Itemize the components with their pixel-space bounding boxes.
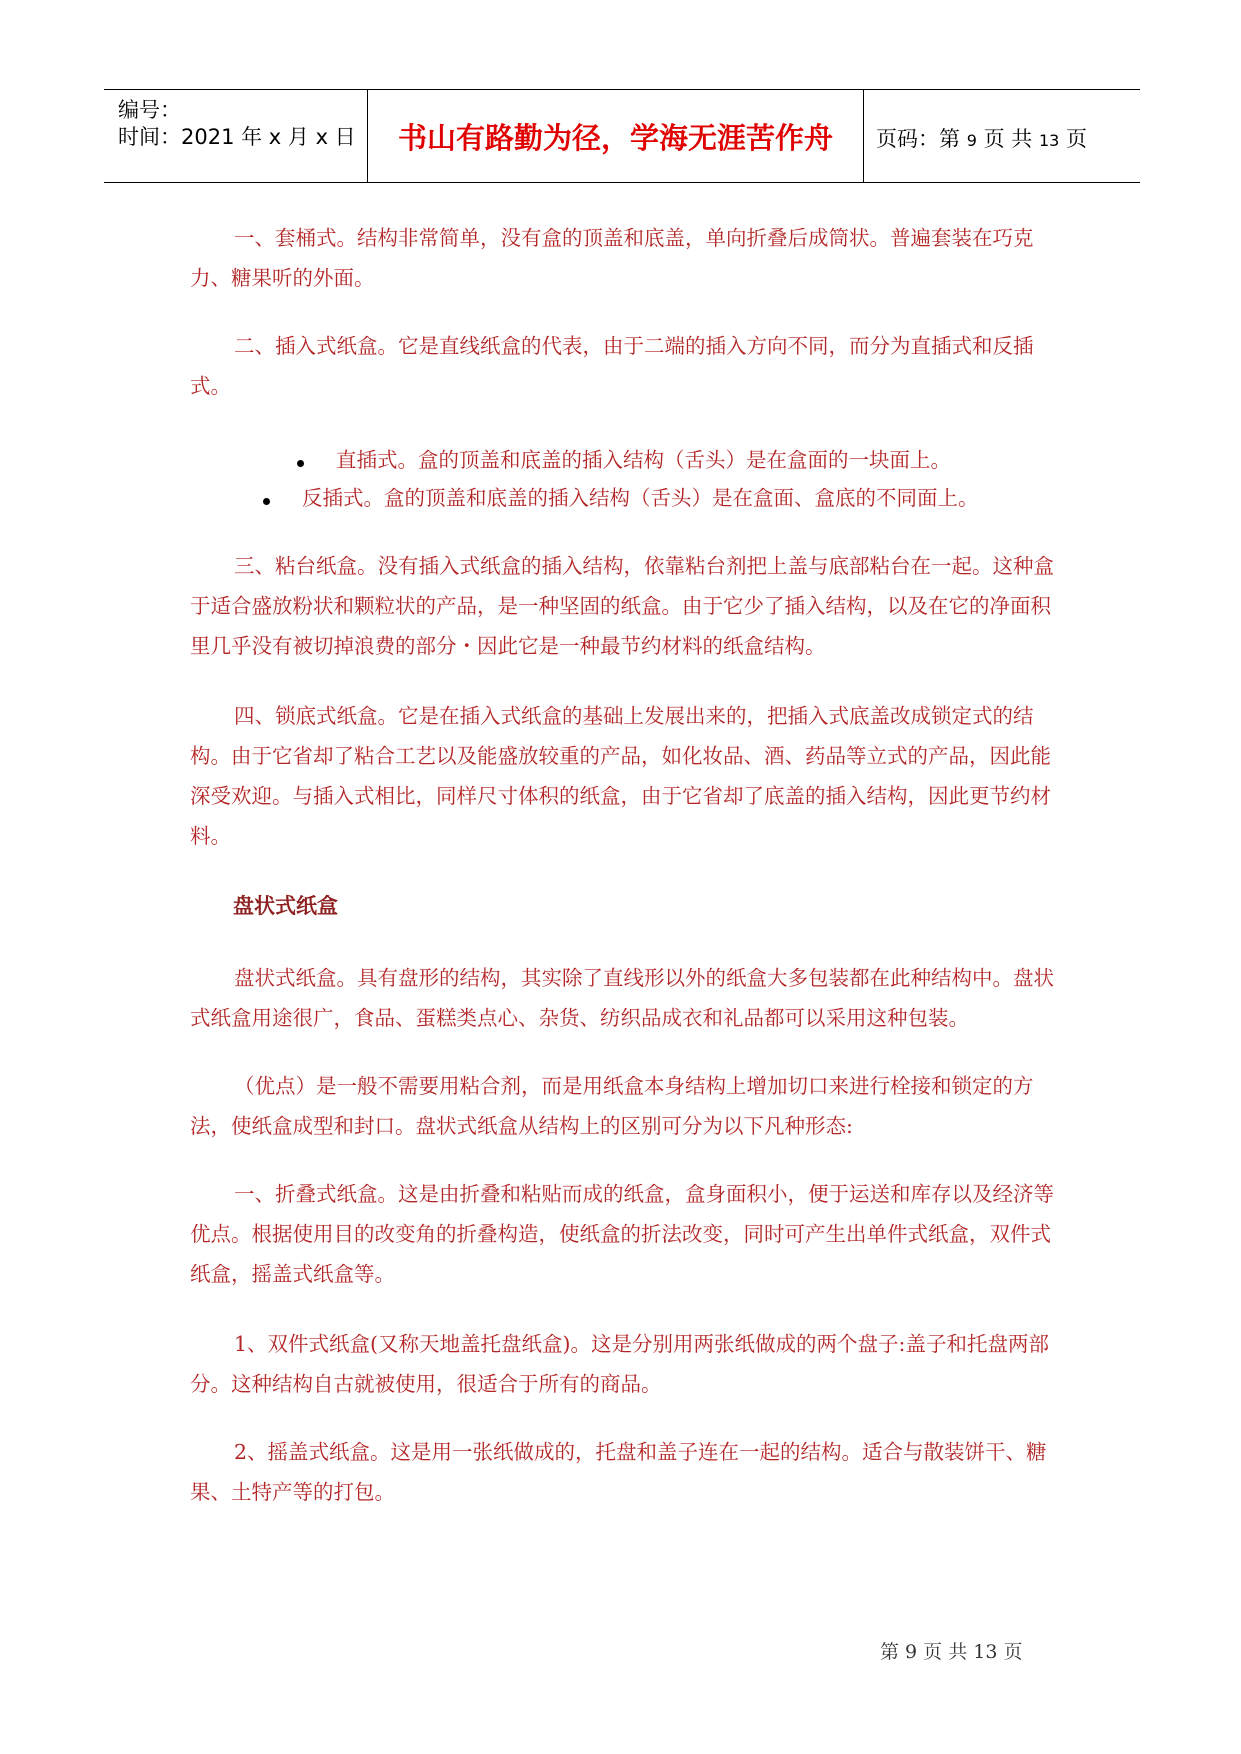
paragraph-2: 二、插入式纸盒。它是直线纸盒的代表，由于二端的插入方向不同，而分为直插式和反插式。 — [190, 334, 1034, 398]
page-mid: 页 共 — [983, 127, 1033, 151]
header-left-cell — [104, 90, 368, 182]
paragraph-8: 1、双件式纸盒(又称天地盖托盘纸盒)。这是分别用两张纸做成的两个盘子:盖子和托盘两部分。这种结构自古就被使用，很适合于所有的商品。 — [190, 1332, 1049, 1396]
paragraph-6: （优点）是一般不需要用粘合剂，而是用纸盒本身结构上增加切口来进行栓接和锁定的方法，使纸盒成型和封口。盘状式纸盒从结构上的区别可分为以下凡种形态: — [190, 1074, 1034, 1138]
paragraph-9: 2、摇盖式纸盒。这是用一张纸做成的，托盘和盖子连在一起的结构。适合与散装饼干、糖果、土特产等的打包。 — [190, 1440, 1047, 1504]
page-footer: 第 9 页 共 13 页 — [880, 1641, 1023, 1663]
bullet-dot-icon — [297, 460, 304, 467]
document-number-label: 编号： — [118, 98, 181, 122]
header-right-cell — [864, 90, 1140, 182]
page-header — [104, 89, 1140, 183]
paragraph-5: 盘状式纸盒。具有盘形的结构，其实除了直线形以外的纸盒大多包装都在此种结构中。盘状式纸盒用途很广，食品、蛋糕类点心、杂货、纺织品成衣和礼品都可以采用这种包装。 — [190, 966, 1054, 1030]
page-suffix: 页 — [1065, 127, 1087, 151]
section-subheading: 盘状式纸盒 — [233, 894, 338, 918]
bullet-item-2: 反插式。盒的顶盖和底盖的插入结构（舌头）是在盒面、盒底的不同面上。 — [302, 486, 979, 510]
document-time-label: 时间：2021 年 x 月 x 日 — [118, 125, 356, 149]
paragraph-3: 三、粘台纸盒。没有插入式纸盒的插入结构，依靠粘台剂把上盖与底部粘台在一起。这种盒于适合盛放粉状和颗粒状的产品，是一种坚固的纸盒。由于它少了插入结构，以及在它的净面积里几乎没有被切掉浪费的部分・因此它是一种最节约材料的纸盒结构。 — [190, 554, 1054, 658]
bullet-dot-icon — [263, 498, 270, 505]
paragraph-1: 一、套桶式。结构非常简单，没有盒的顶盖和底盖，单向折叠后成筒状。普遍套装在巧克力、糖果听的外面。 — [190, 226, 1034, 290]
bullet-item-1: 直插式。盒的顶盖和底盖的插入结构（舌头）是在盒面的一块面上。 — [336, 448, 951, 472]
header-page-info — [876, 123, 1087, 153]
paragraph-7: 一、折叠式纸盒。这是由折叠和粘贴而成的纸盒，盒身面积小，便于运送和库存以及经济等优点。根据使用目的改变角的折叠构造，使纸盒的折法改变，同时可产生出单件式纸盒，双件式纸盒，摇盖式纸盒等。 — [190, 1182, 1054, 1286]
page-number: 9 — [966, 131, 977, 150]
page-total: 13 — [1038, 131, 1060, 150]
paragraph-4: 四、锁底式纸盒。它是在插入式纸盒的基础上发展出来的，把插入式底盖改成锁定式的结构。由于它省却了粘合工艺以及能盛放较重的产品，如化妆品、酒、药品等立式的产品，因此能深受欢迎。与插入式相比，同样尺寸体积的纸盒，由于它省却了底盖的插入结构，因此更节约材料。 — [190, 704, 1051, 848]
header-middle-cell — [368, 90, 864, 182]
header-slogan: 书山有路勤为径，学海无涯苦作舟 — [397, 121, 833, 155]
page-prefix: 页码：第 — [876, 127, 960, 151]
